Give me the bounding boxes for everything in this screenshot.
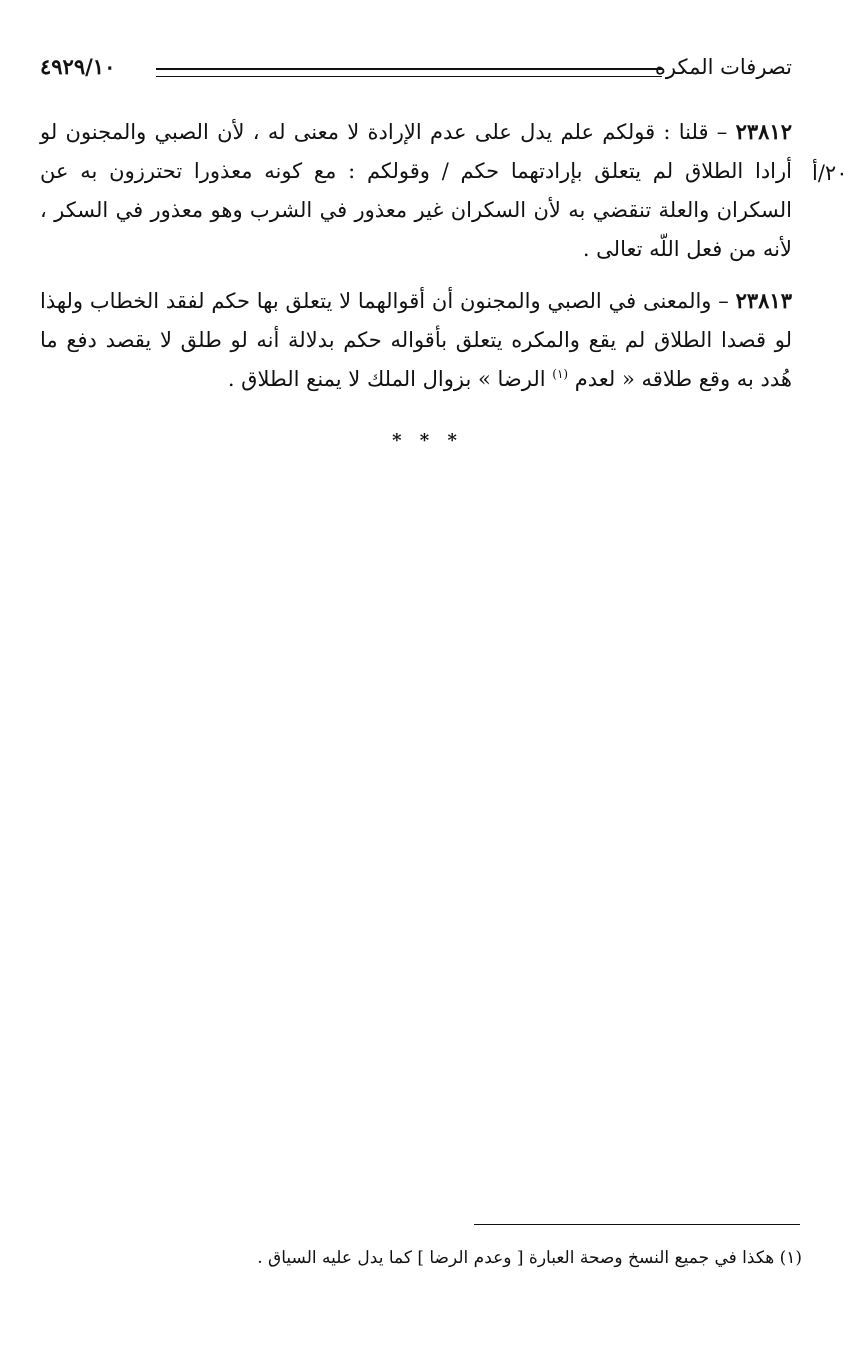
paragraph-23813 <box>40 281 792 399</box>
footnote-rule <box>474 1224 800 1225</box>
footnote-marker[interactable]: (١) <box>552 367 569 381</box>
section-separator: * * * <box>392 430 463 451</box>
running-header <box>40 52 792 86</box>
footnote: (١) هكذا في جميع النسخ وصحة العبارة [ وعدم الرضا ] كما يدل عليه السياق . <box>257 1248 802 1268</box>
paragraph-number: ٢٣٨١٣ <box>735 288 792 313</box>
page-number: ٤٩٢٩/١٠ <box>40 54 116 79</box>
chapter-title: تصرفات المكره <box>654 55 792 79</box>
paragraph-text: – والمعنى في الصبي والمجنون أن أقوالهما لا يتعلق بها حكم لفقد الخطاب ولهذا لو قصدا الطلاق لم يقع والمكره يتعلق بأقواله حكم بدلالة أنه لو طلق لا يقصد دفع ما هُدد به وقع طلاقه « لعدم <box>40 289 792 391</box>
manuscript-folio-reference: ٢٠/أ <box>812 161 848 185</box>
paragraph-23812 <box>40 112 792 269</box>
paragraph-text-continued: الرضا » بزوال الملك لا يمنع الطلاق . <box>227 367 553 391</box>
main-text <box>40 112 792 411</box>
header-rule <box>156 68 662 77</box>
paragraph-number: ٢٣٨١٢ <box>735 119 792 144</box>
paragraph-text: – قلنا : قولكم علم يدل على عدم الإرادة لا معنى له ، لأن الصبي والمجنون لو أرادا الطلاق لم يتعلق بإرادتهما حكم / وقولكم : مع كونه معذورا تحترزون به عن السكران والعلة تنقضي به لأن السكران غير معذور في الشرب وهو معذور في السكر ، لأنه من فعل اللّه تعالى . <box>40 120 792 261</box>
